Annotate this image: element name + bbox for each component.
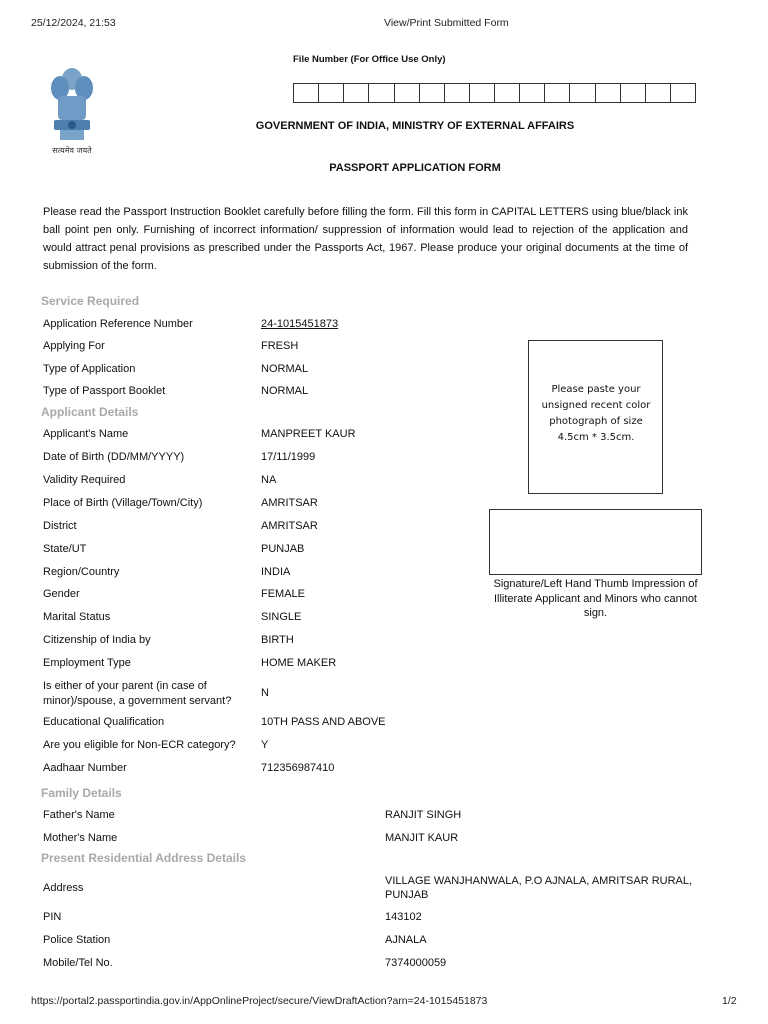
field-value: BIRTH bbox=[261, 634, 294, 646]
field-value: INDIA bbox=[261, 566, 291, 578]
emblem-motto: सत्यमेव जयते bbox=[52, 146, 92, 155]
footer-url: https://portal2.passportindia.gov.in/AppOnlineProject/secure/ViewDraftAction?arn=24-1015451873 bbox=[31, 995, 488, 1007]
field-label: Address bbox=[43, 882, 84, 894]
field-value: FRESH bbox=[261, 340, 299, 352]
signature-box bbox=[489, 509, 702, 575]
section-service-required: Service Required bbox=[41, 294, 140, 308]
field-label: Father's Name bbox=[43, 809, 115, 821]
field-value: PUNJAB bbox=[261, 543, 305, 555]
field-label: State/UT bbox=[43, 543, 87, 555]
field-label: Aadhaar Number bbox=[43, 762, 127, 774]
field-label: Type of Application bbox=[43, 363, 136, 375]
application-reference-link[interactable]: 24-1015451873 bbox=[261, 318, 339, 330]
field-label: Validity Required bbox=[43, 474, 126, 486]
field-value: AJNALA bbox=[385, 934, 427, 946]
field-value: 143102 bbox=[385, 911, 422, 923]
field-label: Application Reference Number bbox=[43, 318, 193, 330]
page-number: 1/2 bbox=[722, 995, 737, 1007]
field-label: Gender bbox=[43, 588, 80, 600]
page-title: View/Print Submitted Form bbox=[384, 17, 509, 29]
government-heading: GOVERNMENT OF INDIA, MINISTRY OF EXTERNAL AFFAIRS bbox=[255, 120, 575, 132]
field-label: Place of Birth (Village/Town/City) bbox=[43, 497, 203, 509]
field-value: SINGLE bbox=[261, 611, 302, 623]
field-value: VILLAGE WANJHANWALA, P.O AJNALA, AMRITSAR RURAL, PUNJAB bbox=[385, 875, 693, 901]
field-label: Is either of your parent (in case of minor)/spouse, a government servant? bbox=[43, 680, 232, 707]
section-applicant-details: Applicant Details bbox=[41, 405, 139, 419]
field-label: Mother's Name bbox=[43, 832, 118, 844]
field-value: NA bbox=[261, 474, 277, 486]
field-value: NORMAL bbox=[261, 363, 309, 375]
field-value: MANJIT KAUR bbox=[385, 832, 459, 844]
field-label: Applicant's Name bbox=[43, 428, 129, 440]
field-label: Date of Birth (DD/MM/YYYY) bbox=[43, 451, 185, 463]
field-label: Region/Country bbox=[43, 566, 120, 578]
section-family-details: Family Details bbox=[41, 786, 122, 800]
field-label: Citizenship of India by bbox=[43, 634, 151, 646]
photo-box-text: Please paste your unsigned recent color photograph of size 4.5cm * 3.5cm. bbox=[541, 384, 651, 443]
file-number-label: File Number (For Office Use Only) bbox=[293, 54, 446, 65]
field-value: N bbox=[261, 687, 269, 699]
field-value: HOME MAKER bbox=[261, 657, 337, 669]
file-number-boxes bbox=[293, 83, 696, 103]
instructions-text: Please read the Passport Instruction Booklet carefully before filling the form. Fill this form in CAPITAL LETTERS using blue/black ink ball point pen only. Furnishing of incorrect information/ suppression of information would lead to rejection of the application and would attract penal provisions as prescribed under the Passports Act, 1967. Please produce your original documents at the time of submission of the form. bbox=[43, 206, 688, 272]
field-value: AMRITSAR bbox=[261, 520, 318, 532]
field-value: Y bbox=[261, 739, 269, 751]
field-value: MANPREET KAUR bbox=[261, 428, 356, 440]
field-value: RANJIT SINGH bbox=[385, 809, 462, 821]
field-label: PIN bbox=[43, 911, 62, 923]
form-title: PASSPORT APPLICATION FORM bbox=[329, 162, 501, 174]
field-value: AMRITSAR bbox=[261, 497, 318, 509]
print-datetime: 25/12/2024, 21:53 bbox=[31, 17, 116, 29]
field-label: Applying For bbox=[43, 340, 105, 352]
signature-box-text: Signature/Left Hand Thumb Impression of Illiterate Applicant and Minors who cannot sign. bbox=[493, 578, 698, 619]
field-value: 7374000059 bbox=[385, 957, 447, 969]
field-value: 712356987410 bbox=[261, 762, 335, 774]
field-label: Are you eligible for Non-ECR category? bbox=[43, 739, 236, 751]
field-label: Mobile/Tel No. bbox=[43, 957, 113, 969]
field-value: 17/11/1999 bbox=[261, 451, 316, 463]
field-label: Type of Passport Booklet bbox=[43, 385, 166, 397]
field-value: NORMAL bbox=[261, 385, 309, 397]
field-label: Marital Status bbox=[43, 611, 111, 623]
field-value: FEMALE bbox=[261, 588, 306, 600]
field-label: Educational Qualification bbox=[43, 716, 165, 728]
field-value: 10TH PASS AND ABOVE bbox=[261, 716, 386, 728]
section-address-details: Present Residential Address Details bbox=[41, 851, 246, 865]
field-label: District bbox=[43, 520, 77, 532]
field-label: Employment Type bbox=[43, 657, 131, 669]
field-label: Police Station bbox=[43, 934, 111, 946]
